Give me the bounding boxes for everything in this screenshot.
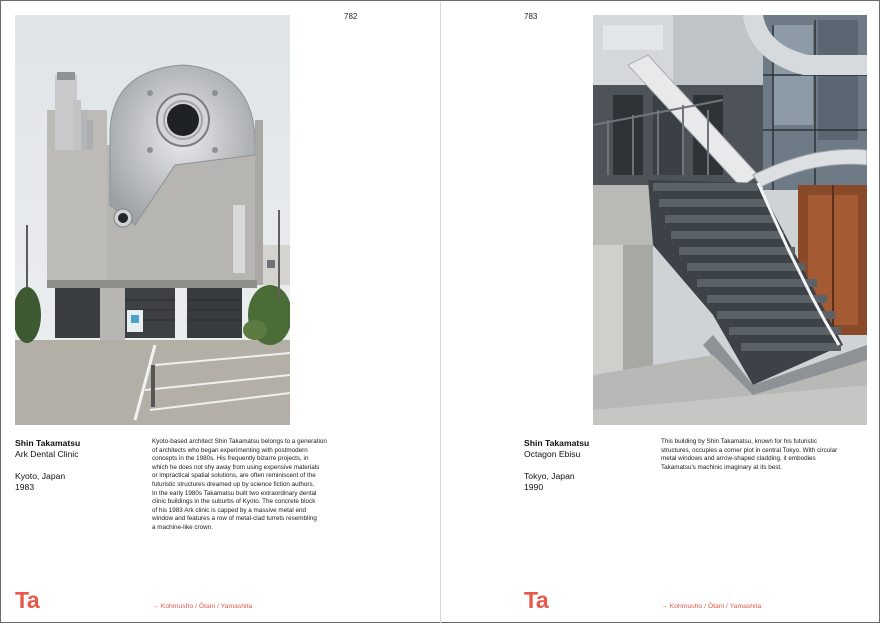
right-architect-name: Shin Takamatsu [524, 438, 590, 448]
right-building-name: Octagon Ebisu [524, 449, 581, 459]
ark-dental-clinic-photo [15, 15, 290, 425]
left-page-number: 782 [344, 12, 358, 21]
left-cross-reference-link[interactable]: → Kohmusho / Ōtani / Yamashita [152, 603, 253, 610]
left-building-name: Ark Dental Clinic [15, 449, 79, 459]
right-logo: Ta [524, 587, 549, 613]
page-gutter [440, 2, 441, 623]
right-description: This building by Shin Takamatsu, known for his futuristic structures, occupies a corner plot in central Tokyo. With circular metal windows and arrow-shaped cladding, it embodies Takamatsu's machinic imaginary at its best. [661, 438, 838, 471]
right-year: 1990 [524, 482, 544, 492]
right-page-number: 783 [524, 12, 538, 21]
left-logo: Ta [15, 587, 40, 613]
left-description: Kyoto-based architect Shin Takamatsu belongs to a generation of architects who began experimenting with postmodern concepts in the 1980s. His frequently bizarre projects, in which he does not shy away from using expensive materials or impractical spatial solutions, are often reminiscent of the futuristic structures dreamed up by science fiction authors. In the early 1980s Takamatsu built two extraordinary dental clinic buildings in the suburbs of Kyoto. The concrete block of his 1983 Ark clinic is capped by a massive metal end window and features a row of metal-clad turrets resembling a machine-like crown. [152, 438, 327, 531]
left-architect-name: Shin Takamatsu [15, 438, 81, 448]
octagon-ebisu-photo [593, 15, 867, 425]
left-location: Kyoto, Japan [15, 471, 66, 481]
left-year: 1983 [15, 482, 35, 492]
right-cross-reference-link[interactable]: → Kohmusho / Ōtani / Yamashita [661, 603, 762, 610]
right-location: Tokyo, Japan [524, 471, 575, 481]
